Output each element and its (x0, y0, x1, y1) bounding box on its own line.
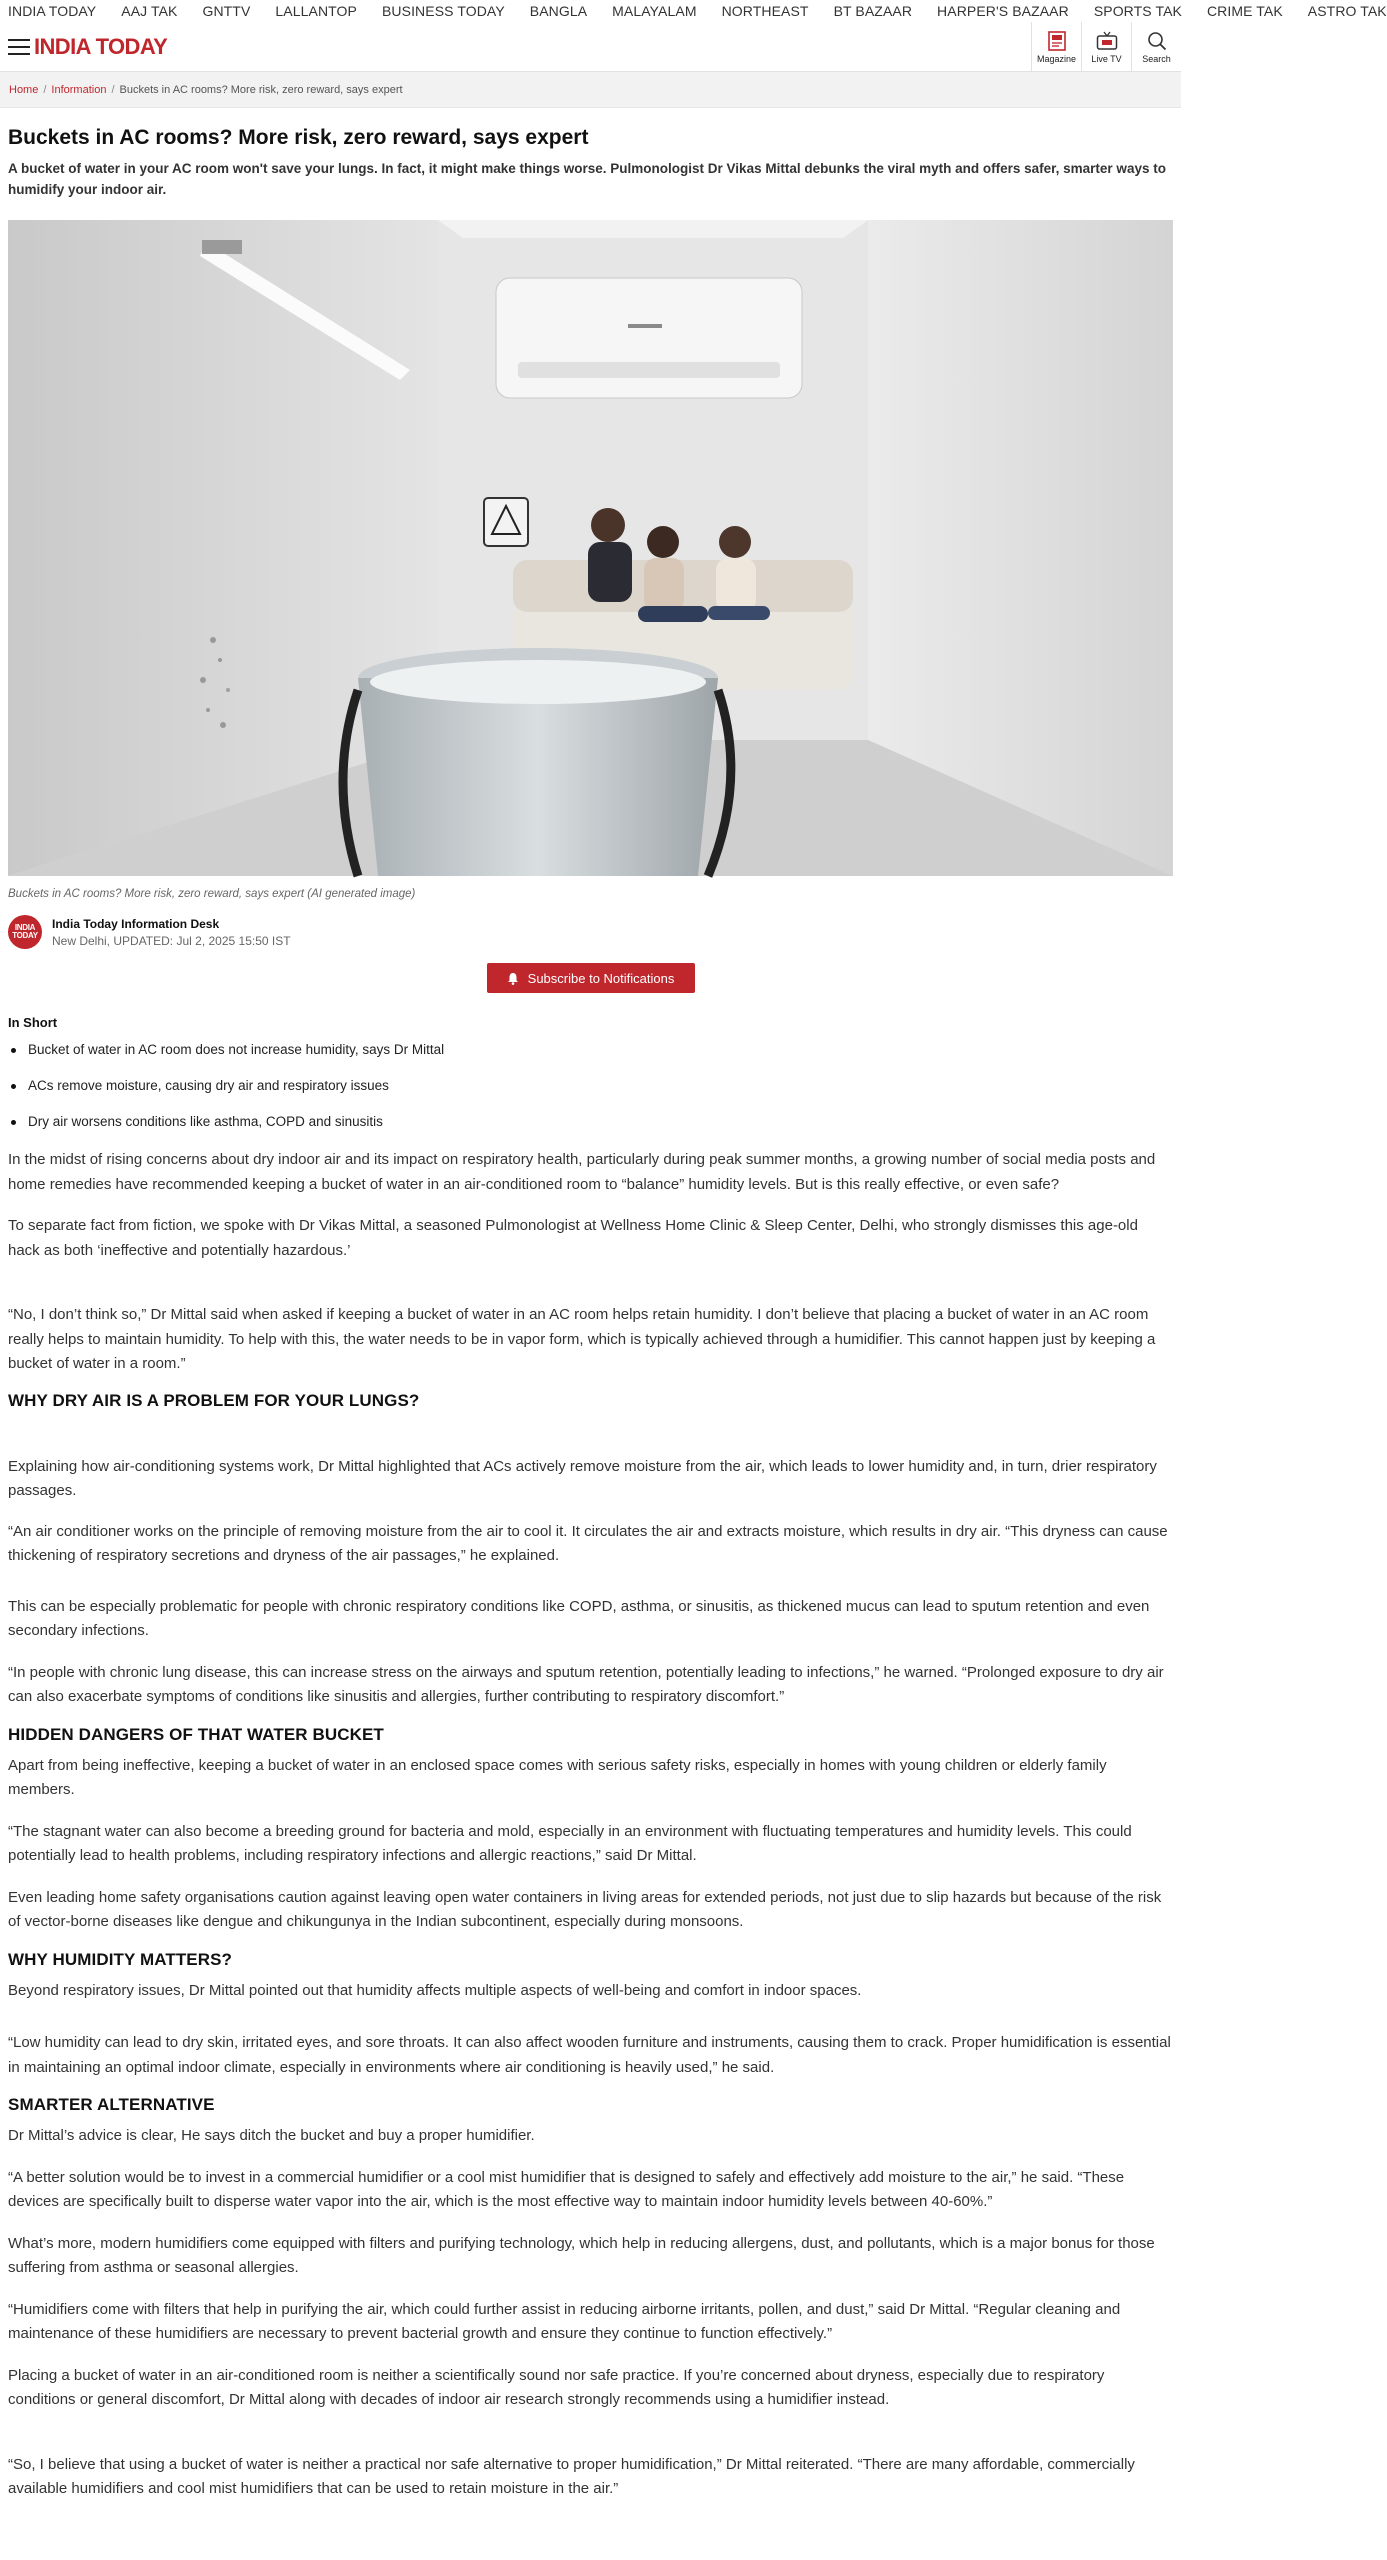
inshort-item: Dry air worsens conditions like asthma, COPD and sinusitis (8, 1112, 1173, 1132)
paragraph: “Low humidity can lead to dry skin, irritated eyes, and sore throats. It can also affect wooden furniture and instruments, causing them to crack. Proper humidification is essential in maintaining an optimal indoor climate, especially in environments where air conditioning is heavily used,” he said. (8, 2034, 1171, 2076)
network-link[interactable]: NORTHEAST (721, 3, 809, 19)
hero-illustration (8, 220, 1173, 876)
search-icon (1147, 31, 1167, 51)
author-name[interactable]: India Today Information Desk (52, 916, 220, 931)
image-caption: Buckets in AC rooms? More risk, zero reward, says expert (AI generated image) (8, 888, 416, 901)
header-actions (1031, 22, 1181, 72)
network-link[interactable]: HARPER'S BAZAAR (937, 3, 1069, 19)
paragraph: “The stagnant water can also become a breeding ground for bacteria and mold, especially in an environment with fluctuating temperatures and humidity levels. This could potentially lead to health problems, including respiratory infections and allergic reactions,” said Dr Mittal. (8, 1822, 1132, 1865)
paragraph: In the midst of rising concerns about dry indoor air and its impact on respiratory health, particularly during peak summer months, a growing number of social media posts and home remedies have recommended keeping a bucket of water in an air-conditioned room to “balance” humidity levels. But is this really effective, or even safe? (8, 1151, 1156, 1193)
inshort-item: ACs remove moisture, causing dry air and respiratory issues (8, 1076, 1173, 1096)
subscribe-label: Subscribe to Notifications (527, 970, 675, 986)
search-button[interactable] (1131, 22, 1181, 72)
paragraph: What’s more, modern humidifiers come equipped with filters and purifying technology, which help in reducing allergens, dust, and pollutants, which is a major bonus for those suffering from asthma or seasonal allergies. (8, 2234, 1155, 2277)
section-heading: WHY DRY AIR IS A PROBLEM FOR YOUR LUNGS? (8, 1390, 420, 1410)
inshort-list (8, 1040, 1173, 1132)
paragraph: “No, I don’t think so,” Dr Mittal said when asked if keeping a bucket of water in an AC room helps retain humidity. I don’t believe that placing a bucket of water in an AC room really helps to maintain humidity. To help with this, the water needs to be in vapor form, which is typically achieved through a humidifier. This cannot happen just by keeping a bucket of water in a room.” (8, 1306, 1156, 1373)
network-link[interactable]: AAJ TAK (121, 3, 178, 19)
paragraph: Beyond respiratory issues, Dr Mittal pointed out that humidity affects multiple aspects of well-being and comfort in indoor spaces. (8, 1981, 862, 1999)
paragraph: Even leading home safety organisations caution against leaving open water containers in living areas for extended periods, not just due to slip hazards but because of the risk of vector-borne diseases like dengue and chikungunya in the Indian subcontinent, especially during monsoons. (8, 1888, 1162, 1931)
network-link[interactable]: BUSINESS TODAY (381, 3, 505, 19)
hero-image (8, 220, 1173, 876)
live-tv-label: Live TV (1091, 53, 1122, 64)
network-link[interactable]: BANGLA (529, 3, 588, 19)
network-link[interactable]: INDIA TODAY (8, 3, 97, 19)
bell-icon (507, 972, 519, 985)
paragraph: “So, I believe that using a bucket of water is neither a practical nor safe alternative to proper humidification,” Dr Mittal reiterated. “There are many affordable, commercially available humidifiers and cool mist humidifiers that can be used to retain moisture in the air.” (8, 2455, 1135, 2498)
search-label: Search (1142, 53, 1171, 64)
menu-icon[interactable] (8, 39, 30, 55)
byline (8, 915, 1173, 949)
article (0, 124, 1181, 2502)
breadcrumb-current: Buckets in AC rooms? More risk, zero reward, says expert (119, 83, 403, 96)
breadcrumb-home[interactable]: Home (9, 83, 39, 96)
paragraph: This can be especially problematic for people with chronic respiratory conditions like COPD, asthma, or sinusitis, as thickened mucus can lead to sputum retention and even secondary infections. (8, 1597, 1150, 1640)
network-link[interactable]: GNTTV (202, 3, 251, 19)
breadcrumb (0, 72, 1181, 108)
network-link[interactable]: BT BAZAAR (833, 3, 913, 19)
paragraph: Apart from being ineffective, keeping a bucket of water in an enclosed space comes with serious safety risks, especially in homes with young children or elderly family members. (8, 1756, 1107, 1799)
inshort-title: In Short (8, 1015, 58, 1031)
magazine-button[interactable] (1031, 22, 1081, 72)
paragraph: “A better solution would be to invest in a commercial humidifier or a cool mist humidifier that is designed to safely and effectively add moisture to the air,” he said. “These devices are specifically built to disperse water vapor into the air, which is the most effective way to maintain indoor humidity levels between 40-60%.” (8, 2168, 1125, 2211)
network-link[interactable]: MALAYALAM (612, 3, 697, 19)
paragraph: Dr Mittal’s advice is clear, He says ditch the bucket and buy a proper humidifier. (8, 2127, 535, 2145)
paragraph: “Humidifiers come with filters that help in purifying the air, which could further assist in reducing airborne irritants, pollen, and dust,” said Dr Mittal. “Regular cleaning and maintenance of these humidifiers are necessary to prevent bacterial growth and ensure they continue to function effectively.” (8, 2300, 1121, 2343)
article-meta: New Delhi, UPDATED: Jul 2, 2025 15:50 IST (52, 933, 291, 948)
site-header (0, 22, 1181, 72)
live-tv-icon (1096, 31, 1118, 51)
section-heading: HIDDEN DANGERS OF THAT WATER BUCKET (8, 1724, 384, 1744)
paragraph: Placing a bucket of water in an air-conditioned room is neither a scientifically sound nor safe practice. If you’re concerned about dryness, especially due to respiratory conditions or general discomfort, Dr Mittal along with decades of indoor air research strongly recommends using a humidifier instead. (8, 2366, 1105, 2409)
magazine-label: Magazine (1036, 53, 1077, 64)
article-headline: Buckets in AC rooms? More risk, zero reward, says expert (8, 126, 589, 149)
network-link[interactable]: ASTRO TAK (1307, 3, 1387, 19)
live-tv-button[interactable] (1081, 22, 1131, 72)
inshort-item: Bucket of water in AC room does not increase humidity, says Dr Mittal (8, 1040, 1173, 1060)
network-link[interactable]: LALLANTOP (275, 3, 357, 19)
article-summary: A bucket of water in your AC room won't save your lungs. In fact, it might make things worse. Pulmonologist Dr Vikas Mittal debunks the viral myth and offers safer, smarter ways to humidify your indoor air. (8, 161, 1166, 198)
breadcrumb-separator: / (111, 83, 115, 96)
author-avatar[interactable]: INDIA TODAY (8, 915, 42, 949)
section-heading: WHY HUMIDITY MATTERS? (8, 1949, 233, 1969)
magazine-icon (1048, 31, 1066, 51)
paragraph: “In people with chronic lung disease, this can increase stress on the airways and sputum retention, potentially leading to infections,” he warned. “Prolonged exposure to dry air can also exacerbate symptoms of conditions like sinusitis and allergies, further contributing to respiratory discomfort.” (8, 1663, 1164, 1706)
network-link[interactable]: SPORTS TAK (1093, 3, 1182, 19)
breadcrumb-section[interactable]: Information (51, 83, 107, 96)
site-logo[interactable]: INDIA TODAY (34, 33, 168, 59)
section-heading: SMARTER ALTERNATIVE (8, 2095, 215, 2115)
breadcrumb-separator: / (43, 83, 47, 96)
paragraph: To separate fact from fiction, we spoke with Dr Vikas Mittal, a seasoned Pulmonologist at Wellness Home Clinic & Sleep Center, Delhi, who strongly dismisses this age-old hack as both ‘ineffective and potentially hazardous.’ (8, 1217, 1138, 1259)
subscribe-notifications-button[interactable] (487, 963, 695, 993)
network-bar (0, 0, 1387, 22)
paragraph: Explaining how air-conditioning systems work, Dr Mittal highlighted that ACs actively remove moisture from the air, which leads to lower humidity and, in turn, drier respiratory passages. (8, 1457, 1157, 1500)
paragraph: “An air conditioner works on the principle of removing moisture from the air to cool it. It circulates the air and extracts moisture, which results in dry air. “This dryness can cause thickening of respiratory secretions and dryness of the air passages,” he explained. (8, 1522, 1168, 1565)
network-link[interactable]: CRIME TAK (1206, 3, 1283, 19)
